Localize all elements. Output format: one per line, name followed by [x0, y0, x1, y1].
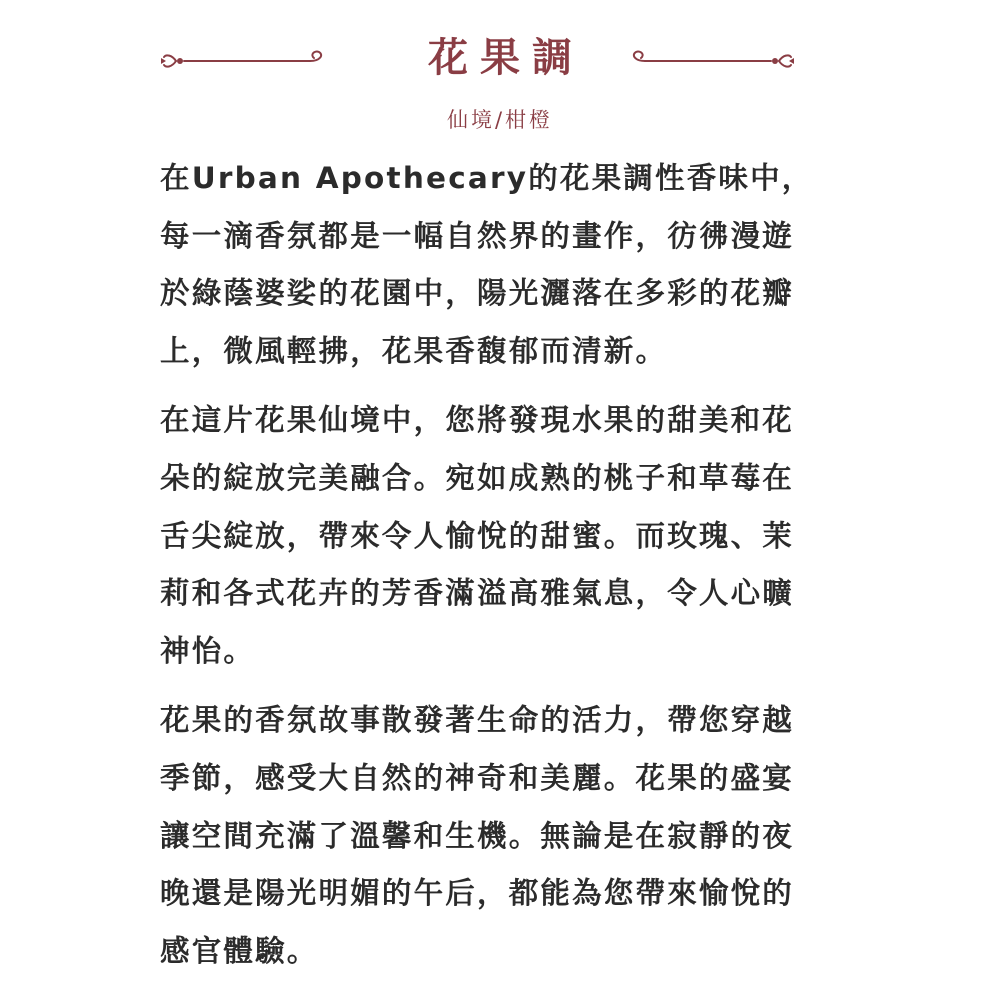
subtitle: 仙境/柑橙 — [446, 108, 554, 132]
body-text — [160, 150, 820, 980]
paragraph-1: 在Urban Apothecary的花果調性香味中，每一滴香氛都是一幅自然界的畫作，彷彿漫遊於綠蔭婆娑的花園中，陽光灑落在多彩的花瓣上，微風輕拂，花果香馥郁而清新。 — [160, 161, 814, 368]
page-title: 花果調 — [428, 34, 584, 81]
paragraph-3: 花果的香氛故事散發著生命的活力，帶您穿越季節，感受大自然的神奇和美麗。花果的盛宴讓空間充滿了溫馨和生機。無論是在寂靜的夜晚還是陽光明媚的午后，都能為您帶來愉悅的感官體驗。 — [160, 703, 795, 968]
section-header — [0, 30, 1000, 90]
right-flourish-ornament — [625, 44, 795, 78]
paragraph-2: 在這片花果仙境中，您將發現水果的甜美和花朵的綻放完美融合。宛如成熟的桃子和草莓在舌尖綻放，帶來令人愉悅的甜蜜。而玫瑰、茉莉和各式花卉的芳香滿溢高雅氣息，令人心曠神怡。 — [160, 403, 795, 668]
